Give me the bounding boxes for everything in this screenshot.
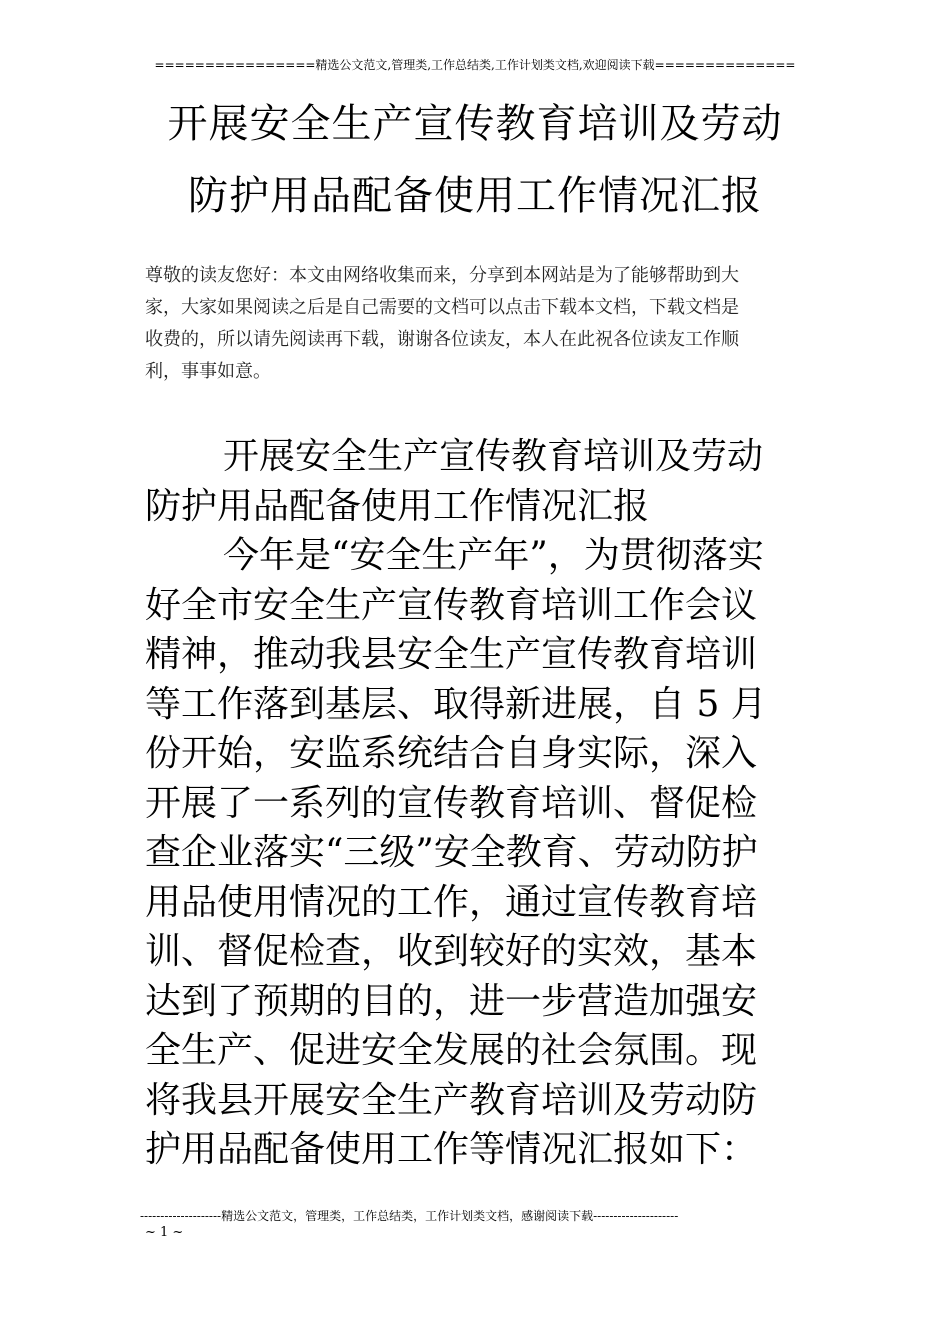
intro-line: 收费的，所以请先阅读再下载，谢谢各位读友，本人在此祝各位读友工作顺	[145, 329, 739, 350]
document-title	[100, 88, 850, 232]
title-line-2: 防护用品配备使用工作情况汇报	[188, 173, 762, 219]
paragraph-line: 达到了预期的目的，进一步营造加强安	[145, 980, 758, 1022]
footer-banner: --------------------精选公文范文，管理类，工作总结类，工作计划类文档，感谢阅读下载---------------------	[140, 1209, 679, 1223]
intro-line: 尊敬的读友您好：本文由网络收集而来，分享到本网站是为了能够帮助到大	[145, 265, 739, 286]
paragraph-line: 精神，推动我县安全生产宣传教育培训	[145, 634, 758, 675]
paragraph-line: 用品使用情况的工作，通过宣传教育培	[145, 881, 758, 923]
paragraph-line: 将我县开展安全生产教育培训及劳动防	[145, 1079, 758, 1121]
paragraph-line: 护用品配备使用工作等情况汇报如下：	[145, 1129, 758, 1170]
paragraph-line: 份开始，安监系统结合自身实际，深入	[145, 733, 758, 774]
body-heading-line: 防护用品配备使用工作情况汇报	[145, 485, 650, 527]
intro-line: 利，事事如意。	[145, 361, 271, 382]
intro-line: 家，大家如果阅读之后是自己需要的文档可以点击下载本文档，下载文档是	[145, 297, 739, 318]
paragraph-line: 查企业落实“三级”安全教育、劳动防护	[145, 832, 758, 873]
document-body	[145, 432, 810, 1175]
body-heading-line: 开展安全生产宣传教育培训及劳动	[223, 436, 764, 477]
paragraph-line: 训、督促检查，收到较好的实效，基本	[145, 931, 758, 972]
header-banner: ================精选公文范文,管理类,工作总结类,工作计划类文档,欢迎阅读下载==============	[154, 58, 796, 72]
paragraph-line: 开展了一系列的宣传教育培训、督促检	[145, 782, 758, 824]
page-number: ~ 1 ~	[145, 1225, 184, 1240]
paragraph-line: 好全市安全生产宣传教育培训工作会议	[145, 584, 758, 626]
paragraph-line: 等工作落到基层、取得新进展，自 5 月	[145, 683, 767, 725]
paragraph-line: 今年是“安全生产年”，为贯彻落实	[223, 535, 764, 576]
intro-notice	[145, 260, 805, 388]
title-line-1: 开展安全生产宣传教育培训及劳动	[167, 101, 783, 147]
paragraph-line: 全生产、促进安全发展的社会氛围。现	[145, 1030, 758, 1071]
